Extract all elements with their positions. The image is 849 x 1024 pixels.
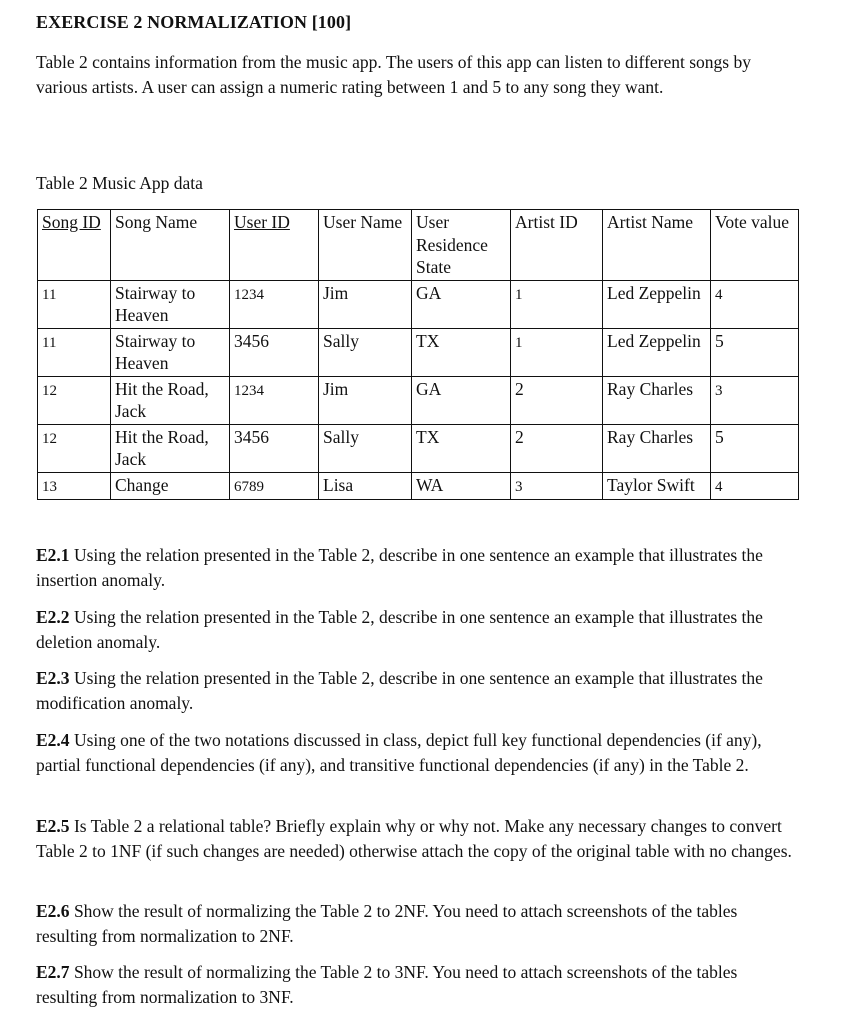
question-text: Is Table 2 a relational table? Briefly explain why or why not. Make any necessary changes to convert Table 2 to 1NF (if such changes are needed) otherwise attach the copy of the original table with no changes. xyxy=(36,816,792,861)
cell-artist-name: Ray Charles xyxy=(603,424,711,472)
cell-song-id: 12 xyxy=(38,424,111,472)
cell-user-name: Jim xyxy=(319,280,412,328)
question-text: Using the relation presented in the Table 2, describe in one sentence an example that illustrates the deletion anomaly. xyxy=(36,607,763,652)
header-artist-name: Artist Name xyxy=(603,210,711,281)
header-song-name: Song Name xyxy=(111,210,230,281)
cell-song-name: Hit the Road, Jack xyxy=(111,424,230,472)
cell-song-id: 11 xyxy=(38,280,111,328)
table-row xyxy=(38,280,799,328)
question-e2-3 xyxy=(36,666,796,715)
question-text: Show the result of normalizing the Table 2 to 3NF. You need to attach screenshots of the tables resulting from normalization to 3NF. xyxy=(36,962,738,1007)
cell-user-id: 3456 xyxy=(230,424,319,472)
question-label: E2.4 xyxy=(36,730,70,750)
cell-vote-value: 3 xyxy=(711,376,799,424)
cell-user-id: 3456 xyxy=(230,328,319,376)
cell-song-name: Change xyxy=(111,472,230,500)
question-label: E2.1 xyxy=(36,545,70,565)
cell-vote-value: 4 xyxy=(711,472,799,500)
cell-artist-id: 3 xyxy=(511,472,603,500)
intro-paragraph: Table 2 contains information from the music app. The users of this app can listen to different songs by various artists. A user can assign a numeric rating between 1 and 5 to any song they want. xyxy=(36,52,751,97)
question-e2-1 xyxy=(36,543,796,592)
question-text: Using the relation presented in the Table 2, describe in one sentence an example that illustrates the insertion anomaly. xyxy=(36,545,763,590)
cell-user-name: Jim xyxy=(319,376,412,424)
question-label: E2.2 xyxy=(36,607,70,627)
header-artist-id: Artist ID xyxy=(511,210,603,281)
header-vote-value: Vote value xyxy=(711,210,799,281)
cell-user-id: 1234 xyxy=(230,376,319,424)
cell-song-name: Stairway to Heaven xyxy=(111,280,230,328)
header-user-name: User Name xyxy=(319,210,412,281)
cell-user-state: TX xyxy=(412,424,511,472)
cell-song-id: 11 xyxy=(38,328,111,376)
cell-song-id: 12 xyxy=(38,376,111,424)
table-header-row xyxy=(38,210,799,281)
cell-artist-name: Taylor Swift xyxy=(603,472,711,500)
table-caption: Table 2 Music App data xyxy=(36,173,203,193)
cell-vote-value: 5 xyxy=(711,328,799,376)
question-e2-2 xyxy=(36,605,796,654)
question-label: E2.3 xyxy=(36,668,70,688)
header-user-residence-state: User Residence State xyxy=(412,210,511,281)
question-e2-6 xyxy=(36,899,796,948)
cell-artist-name: Led Zeppelin xyxy=(603,280,711,328)
cell-user-state: WA xyxy=(412,472,511,500)
cell-artist-id: 1 xyxy=(511,328,603,376)
cell-song-id: 13 xyxy=(38,472,111,500)
cell-user-state: GA xyxy=(412,280,511,328)
question-label: E2.7 xyxy=(36,962,70,982)
cell-user-id: 1234 xyxy=(230,280,319,328)
table-row xyxy=(38,328,799,376)
cell-user-name: Lisa xyxy=(319,472,412,500)
exercise-title: EXERCISE 2 NORMALIZATION [100] xyxy=(36,12,352,32)
question-e2-5 xyxy=(36,814,796,863)
cell-user-name: Sally xyxy=(319,328,412,376)
cell-user-id: 6789 xyxy=(230,472,319,500)
music-app-table xyxy=(37,209,799,500)
cell-artist-id: 2 xyxy=(511,424,603,472)
cell-user-state: GA xyxy=(412,376,511,424)
cell-user-state: TX xyxy=(412,328,511,376)
cell-artist-name: Led Zeppelin xyxy=(603,328,711,376)
cell-vote-value: 4 xyxy=(711,280,799,328)
cell-vote-value: 5 xyxy=(711,424,799,472)
table-row xyxy=(38,376,799,424)
question-text: Using one of the two notations discussed in class, depict full key functional dependencies (if any), partial functional dependencies (if any), and transitive functional dependencies (if any) in the Table 2. xyxy=(36,730,762,775)
table-row xyxy=(38,424,799,472)
header-song-id: Song ID xyxy=(38,210,111,281)
question-label: E2.6 xyxy=(36,901,70,921)
question-e2-7 xyxy=(36,960,796,1009)
question-text: Using the relation presented in the Table 2, describe in one sentence an example that illustrates the modification anomaly. xyxy=(36,668,763,713)
cell-song-name: Stairway to Heaven xyxy=(111,328,230,376)
cell-artist-id: 2 xyxy=(511,376,603,424)
header-user-id: User ID xyxy=(230,210,319,281)
question-text: Show the result of normalizing the Table 2 to 2NF. You need to attach screenshots of the tables resulting from normalization to 2NF. xyxy=(36,901,738,946)
cell-user-name: Sally xyxy=(319,424,412,472)
cell-artist-name: Ray Charles xyxy=(603,376,711,424)
question-e2-4 xyxy=(36,728,796,777)
question-label: E2.5 xyxy=(36,816,70,836)
cell-artist-id: 1 xyxy=(511,280,603,328)
cell-song-name: Hit the Road, Jack xyxy=(111,376,230,424)
table-row xyxy=(38,472,799,500)
